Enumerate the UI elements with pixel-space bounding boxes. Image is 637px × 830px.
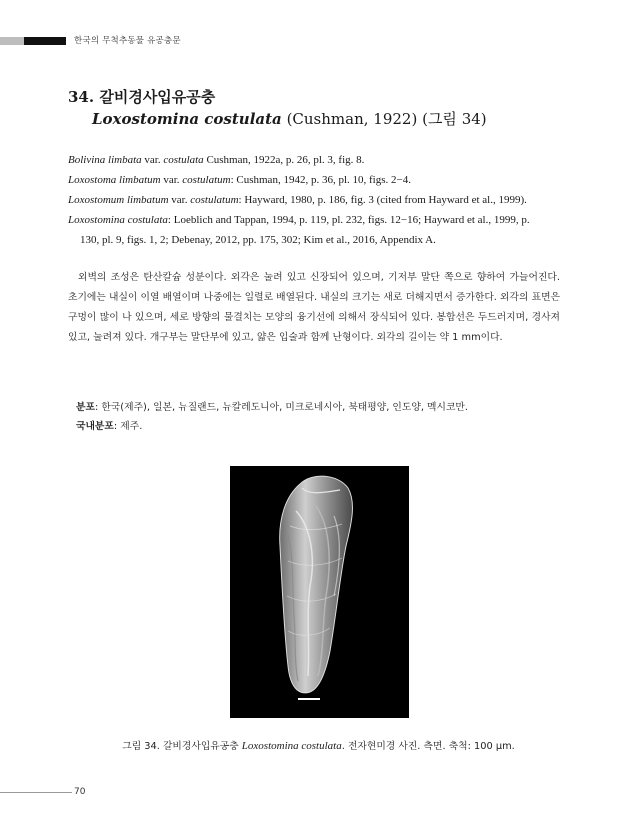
page-number: 70 [74, 787, 86, 797]
synonymy-entry: Loxostomina costulata: Loeblich and Tappan, 1994, p. 119, pl. 232, figs. 12−16; Hayward et al., 1999, p. [68, 214, 530, 226]
synonymy-continuation: 130, pl. 9, figs. 1, 2; Debenay, 2012, pp. 175, 302; Kim et al., 2016, Appendix A. [80, 234, 436, 246]
synonymy-entry: Bolivina limbata var. costulata Cushman, 1922a, p. 26, pl. 3, fig. 8. [68, 154, 365, 166]
running-header: 한국의 무척추동물 유공충문 [74, 36, 181, 46]
header-bar-black [24, 37, 66, 45]
korean-name: 갈비경사입유공충 [99, 88, 216, 106]
distribution-block [76, 398, 468, 436]
footer-rule [0, 792, 72, 793]
genus-species: Loxostomina costulata [92, 110, 282, 128]
synonymy-entry: Loxostomum limbatum var. costulatum: Hayward, 1980, p. 186, fig. 3 (cited from Hayward et al., 1999). [68, 194, 527, 206]
synonymy-entry: Loxostoma limbatum var. costulatum: Cushman, 1942, p. 36, pl. 10, figs. 2−4. [68, 174, 411, 186]
figure-reference: (그림 34) [422, 110, 487, 128]
sem-photograph [230, 466, 409, 718]
author-year: (Cushman, 1922) [286, 110, 418, 128]
synonymy-list [68, 150, 568, 250]
entry-title [68, 86, 215, 107]
distribution-line: 분포: 한국(제주), 일본, 뉴질랜드, 뉴칼레도니아, 미크로네시아, 북태평양, 인도양, 멕시코만. [76, 402, 469, 413]
scientific-name-line [92, 108, 487, 129]
domestic-distribution-line: 국내분포: 제주. [76, 421, 143, 432]
header-bar-grey [0, 37, 24, 45]
description-paragraph: 외벽의 조성은 탄산칼슘 성분이다. 외각은 눌려 있고 신장되어 있으며, 기저부 말단 쪽으로 향하여 가늘어진다. 초기에는 내실이 이열 배열이며 나중에는 일렬로 배열된다. 내실의 크기는 새로 더해지면서 증가한다. 외각의 표면은 구멍이 많이 나 있으며, 세로 방향의 물결치는 모양의 융기선에 의해서 장식되어 있다. 봉합선은 두드러지며, 경사져 있고, 눌려져 있다. 개구부는 말단부에 있고, 얇은 입술과 함께 난형이다. 외각의 길이는 약 1 mm이다. [68, 272, 560, 343]
figure-caption: 그림 34. 갈비경사입유공충 Loxostomina costulata. 전자현미경 사진. 측면. 축척: 100 μm. [122, 740, 515, 752]
entry-number: 34. [68, 88, 95, 106]
foraminifera-specimen-image [230, 466, 409, 718]
scale-bar [298, 698, 320, 700]
